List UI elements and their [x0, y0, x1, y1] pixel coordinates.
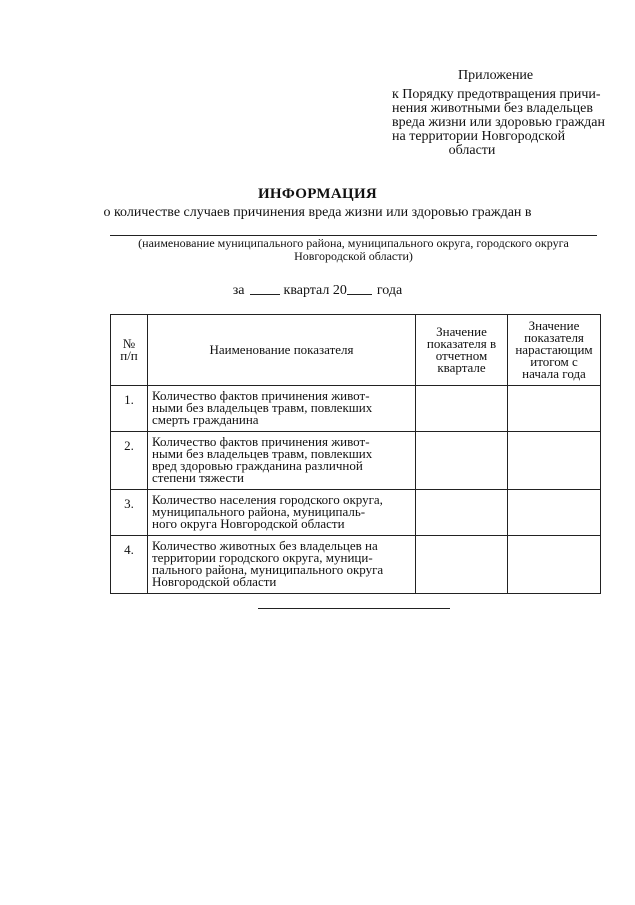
header-quarter-value: Значение показателя в отчетном квартале [416, 315, 508, 386]
document-subtitle: о количестве случаев причинения вреда жизни или здоровью граждан в [103, 205, 532, 220]
indicator-name: Количество фактов причинения живот- ными без владельцев травм, повлекших вред здоровью гражданина различной степени тяжести [148, 432, 416, 490]
fill-hint-line: Новгородской области) [294, 249, 413, 263]
appendix-ref-line: области [448, 143, 496, 158]
table-row [111, 386, 601, 432]
period-quarter-word: квартал 20 [283, 283, 347, 298]
row-number: 2. [111, 432, 148, 490]
indicators-table [110, 314, 601, 594]
table-row [111, 490, 601, 536]
quarter-value-cell[interactable] [416, 536, 508, 594]
period-prefix: за [232, 283, 245, 298]
appendix-ref-line: к Порядку предотвращения причи- [392, 87, 601, 102]
appendix-ref-line: на территории Новгородской [392, 129, 566, 144]
municipality-fill-hint [110, 237, 597, 263]
appendix-reference [392, 88, 612, 158]
row-number: 3. [111, 490, 148, 536]
appendix-ref-line: нения животными без владельцев [392, 101, 593, 116]
indicator-name: Количество животных без владельцев на территории городского округа, муници- пального района, муниципального округа Новгородской области [148, 536, 416, 594]
appendix-ref-line: вреда жизни или здоровью граждан [392, 115, 605, 130]
indicator-name: Количество фактов причинения живот- ными без владельцев травм, повлекших смерть гражданина [148, 386, 416, 432]
document-title: ИНФОРМАЦИЯ [257, 186, 378, 202]
table-header-row [111, 315, 601, 386]
period-year-word: года [376, 283, 403, 298]
header-indicator-name: Наименование показателя [148, 315, 416, 386]
reporting-period [0, 282, 635, 299]
closing-line [258, 608, 450, 609]
cumulative-value-cell[interactable] [508, 386, 601, 432]
quarter-value-cell[interactable] [416, 432, 508, 490]
quarter-value-cell[interactable] [416, 490, 508, 536]
year-blank [347, 282, 372, 295]
table-row [111, 536, 601, 594]
header-cumulative-value: Значение показателя нарастающим итогом с начала года [508, 315, 601, 386]
header-num: № п/п [111, 315, 148, 386]
fill-hint-line: (наименование муниципального района, муниципального округа, городского округа [138, 236, 569, 250]
row-number: 4. [111, 536, 148, 594]
table-row [111, 432, 601, 490]
appendix-title: Приложение [458, 68, 534, 83]
cumulative-value-cell[interactable] [508, 432, 601, 490]
quarter-blank [250, 282, 280, 295]
row-number: 1. [111, 386, 148, 432]
indicator-name: Количество населения городского округа, муниципального района, муниципаль- ного округа Новгородской области [148, 490, 416, 536]
cumulative-value-cell[interactable] [508, 490, 601, 536]
quarter-value-cell[interactable] [416, 386, 508, 432]
cumulative-value-cell[interactable] [508, 536, 601, 594]
